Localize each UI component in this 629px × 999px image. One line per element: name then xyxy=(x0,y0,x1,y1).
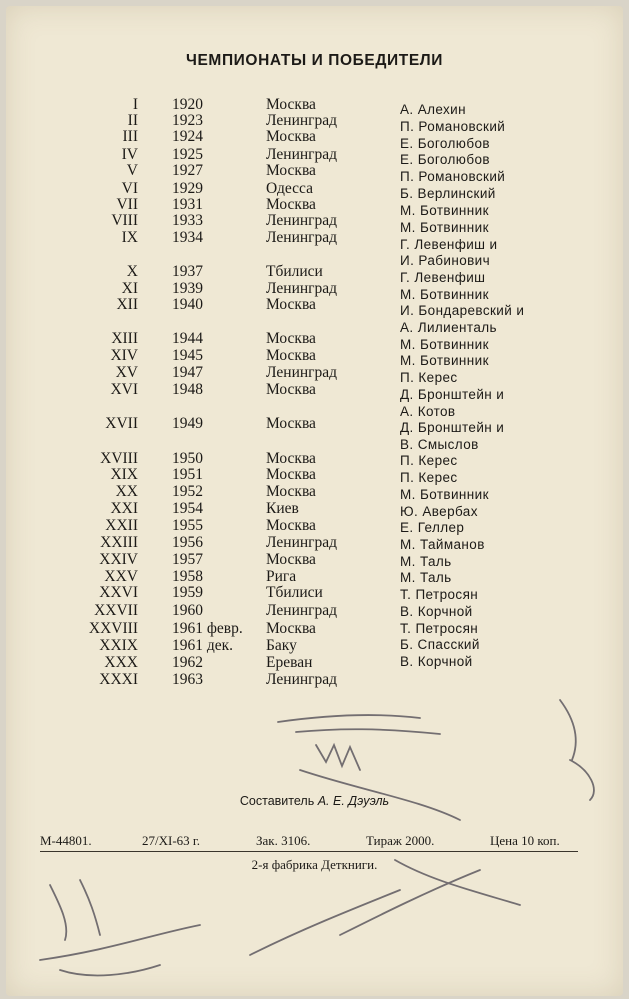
championship-number: XXX xyxy=(104,654,138,671)
winner-name: Ю. Авербах xyxy=(400,504,478,519)
championship-city: Москва xyxy=(266,347,316,364)
championship-number: VI xyxy=(121,180,138,197)
championship-city: Москва xyxy=(266,483,316,500)
winner-name: П. Керес xyxy=(400,453,458,468)
championship-year: 1962 xyxy=(172,654,203,671)
compiler-name: А. Е. Дэуэль xyxy=(317,794,390,808)
championship-number: XI xyxy=(121,280,138,297)
championship-city: Москва xyxy=(266,196,316,213)
championship-number: XXIII xyxy=(100,534,138,551)
championship-year: 1944 xyxy=(172,330,203,347)
winner-name: М. Ботвинник xyxy=(400,487,489,502)
championship-city: Ленинград xyxy=(266,280,338,297)
championship-city: Ленинград xyxy=(266,146,338,163)
championship-year: 1931 xyxy=(172,196,203,213)
championship-city: Москва xyxy=(266,517,316,534)
championship-year: 1939 xyxy=(172,280,203,297)
championship-city: Ленинград xyxy=(266,112,338,129)
championship-city: Москва xyxy=(266,551,316,568)
championship-year: 1934 xyxy=(172,229,203,246)
winner-name: М. Таль xyxy=(400,554,452,569)
championship-number: IV xyxy=(121,146,138,163)
championship-city: Тбилиси xyxy=(266,584,323,601)
winner-name: А. Алехин xyxy=(400,102,466,117)
championship-number: XXII xyxy=(105,517,138,534)
championship-city: Ленинград xyxy=(266,534,338,551)
championship-year: 1923 xyxy=(172,112,203,129)
championship-number: XXVIII xyxy=(88,620,138,637)
championship-year: 1933 xyxy=(172,212,203,229)
championship-number: XIII xyxy=(111,330,138,347)
winner-name: Г. Левенфиш и xyxy=(400,237,498,252)
championship-year: 1958 xyxy=(172,568,203,585)
winner-name: П. Керес xyxy=(400,470,458,485)
championship-city: Ленинград xyxy=(266,602,338,619)
championship-year: 1948 xyxy=(172,381,203,398)
winner-name: Д. Бронштейн и xyxy=(400,420,505,435)
championship-number: XII xyxy=(116,296,138,313)
championship-year: 1950 xyxy=(172,450,203,467)
imprint-order: Зак. 3106. xyxy=(256,833,311,848)
winner-name: Е. Боголюбов xyxy=(400,152,490,167)
championship-city: Рига xyxy=(266,568,297,585)
championship-city: Москва xyxy=(266,128,316,145)
winner-name: Т. Петросян xyxy=(400,621,479,636)
championship-year: 1960 xyxy=(172,602,203,619)
championship-city: Москва xyxy=(266,415,316,432)
championship-city: Москва xyxy=(266,162,316,179)
winner-name: М. Таль xyxy=(400,570,452,585)
championship-year: 1925 xyxy=(172,146,203,163)
championship-number: V xyxy=(126,162,138,179)
championship-number: II xyxy=(127,112,138,129)
championship-year: 1937 xyxy=(172,263,203,280)
championship-year: 1954 xyxy=(172,500,203,517)
winner-name: Е. Геллер xyxy=(400,520,465,535)
page-title: ЧЕМПИОНАТЫ И ПОБЕДИТЕЛИ xyxy=(186,52,443,69)
championship-city: Москва xyxy=(266,330,316,347)
championship-number: XXI xyxy=(110,500,138,517)
championship-city: Ленинград xyxy=(266,212,338,229)
imprint-price: Цена 10 коп. xyxy=(490,833,560,848)
championship-city: Москва xyxy=(266,296,316,313)
championship-number: XV xyxy=(115,364,138,381)
winner-name: А. Котов xyxy=(400,404,456,419)
championship-year: 1952 xyxy=(172,483,203,500)
championship-number: XIV xyxy=(110,347,138,364)
championship-city: Ленинград xyxy=(266,229,338,246)
championship-city: Ленинград xyxy=(266,364,338,381)
championship-number: XXIX xyxy=(99,637,138,654)
winner-name: М. Ботвинник xyxy=(400,353,489,368)
championship-number: X xyxy=(126,263,138,280)
championship-city: Москва xyxy=(266,620,316,637)
championship-number: XXVI xyxy=(99,584,138,601)
championship-number: XVI xyxy=(110,381,138,398)
championship-year: 1961 февр. xyxy=(172,620,243,637)
championship-year: 1956 xyxy=(172,534,203,551)
winner-name: П. Керес xyxy=(400,370,458,385)
winner-name: М. Ботвинник xyxy=(400,337,489,352)
winner-name: В. Смыслов xyxy=(400,437,479,452)
championship-number: III xyxy=(122,128,138,145)
winner-name: М. Тайманов xyxy=(400,537,485,552)
championship-year: 1940 xyxy=(172,296,203,313)
championship-number: VIII xyxy=(111,212,138,229)
championship-number: XVIII xyxy=(100,450,138,467)
championship-number: XXIV xyxy=(99,551,138,568)
championship-city: Ереван xyxy=(266,654,313,671)
winner-name: Д. Бронштейн и xyxy=(400,387,505,402)
winner-name: П. Романовский xyxy=(400,169,506,184)
championship-number: I xyxy=(132,96,138,113)
winner-name: М. Ботвинник xyxy=(400,287,489,302)
imprint-code: М-44801. xyxy=(40,833,92,848)
championship-number: XXVII xyxy=(94,602,138,619)
championship-year: 1963 xyxy=(172,671,203,688)
winner-name: Б. Верлинский xyxy=(400,186,496,201)
winner-name: Г. Левенфиш xyxy=(400,270,486,285)
championship-number: IX xyxy=(121,229,138,246)
imprint-date: 27/XI-63 г. xyxy=(142,833,201,848)
championship-city: Ленинград xyxy=(266,671,338,688)
winner-name: М. Ботвинник xyxy=(400,220,489,235)
championship-city: Баку xyxy=(266,637,297,654)
winner-name: Б. Спасский xyxy=(400,637,480,652)
championship-number: XXV xyxy=(104,568,138,585)
winner-name: Е. Боголюбов xyxy=(400,136,490,151)
printer-factory: 2-я фабрика Деткниги. xyxy=(251,857,378,872)
championship-city: Киев xyxy=(266,500,299,517)
championship-year: 1945 xyxy=(172,347,203,364)
championship-city: Москва xyxy=(266,466,316,483)
championship-city: Москва xyxy=(266,96,316,113)
championship-year: 1957 xyxy=(172,551,203,568)
championship-number: XX xyxy=(115,483,138,500)
championship-number: XVII xyxy=(105,415,138,432)
championship-city: Тбилиси xyxy=(266,263,323,280)
winner-name: В. Корчной xyxy=(400,654,473,669)
championship-city: Москва xyxy=(266,450,316,467)
championship-year: 1947 xyxy=(172,364,203,381)
winner-name: М. Ботвинник xyxy=(400,203,489,218)
winner-name: И. Рабинович xyxy=(400,253,491,268)
championship-year: 1955 xyxy=(172,517,203,534)
championship-city: Одесса xyxy=(266,180,313,197)
winner-name: В. Корчной xyxy=(400,604,473,619)
championship-year: 1924 xyxy=(172,128,203,145)
championship-city: Москва xyxy=(266,381,316,398)
championship-year: 1949 xyxy=(172,415,203,432)
championship-year: 1959 xyxy=(172,584,203,601)
winner-name: П. Романовский xyxy=(400,119,506,134)
compiler-label: Составитель xyxy=(239,794,315,808)
championship-year: 1961 дек. xyxy=(172,637,234,654)
championship-year: 1927 xyxy=(172,162,203,179)
winner-name: А. Лилиенталь xyxy=(400,320,497,335)
championship-year: 1951 xyxy=(172,466,203,483)
championship-year: 1920 xyxy=(172,96,203,113)
winner-name: И. Бондаревский и xyxy=(400,303,525,318)
championship-number: XXXI xyxy=(99,671,138,688)
championship-year: 1929 xyxy=(172,180,203,197)
winner-name: Т. Петросян xyxy=(400,587,479,602)
championship-number: VII xyxy=(116,196,138,213)
championship-number: XIX xyxy=(110,466,138,483)
imprint-print-run: Тираж 2000. xyxy=(366,833,435,848)
